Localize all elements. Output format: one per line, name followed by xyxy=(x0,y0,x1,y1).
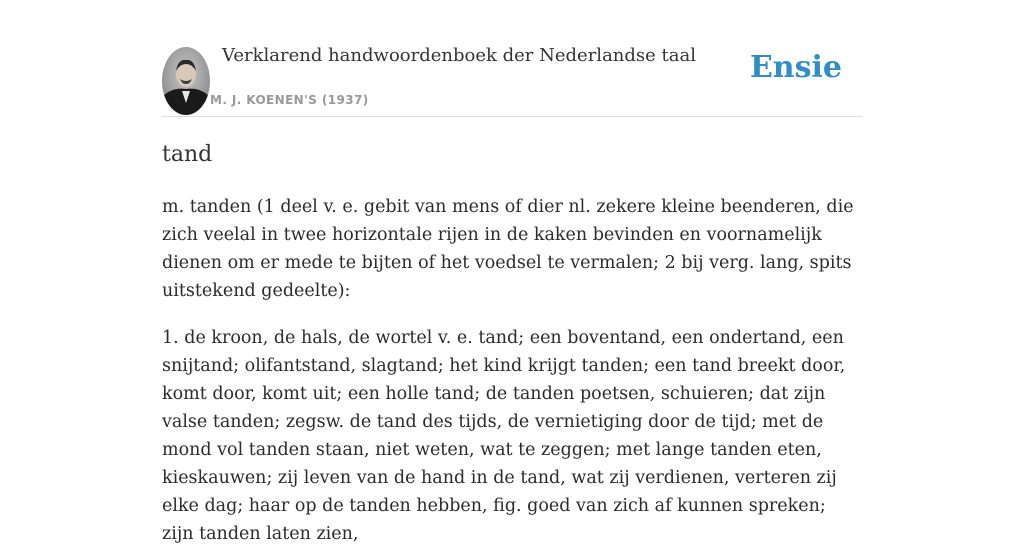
brand-logo-link[interactable]: Ensie xyxy=(749,50,842,85)
dictionary-title: Verklarend handwoordenboek der Nederlandse taal xyxy=(222,45,696,66)
content-column xyxy=(162,0,862,548)
entry-sense-1: 1. de kroon, de hals, de wortel v. e. tand; een boventand, een ondertand, een snijtand; olifantstand, slagtand; het kind krijgt tanden; een tand breekt door, komt door, komt uit; een holle tand; de tanden poetsen, schuieren; dat zijn valse tanden; zegsw. de tand des tijds, de vernietiging door de tijd; met de mond vol tanden staan, niet weten, wat te zeggen; met lange tanden eten, kieskauwen; zij leven van de hand in de tand, wat zij verdienen, verteren zij elke dag; haar op de tanden hebben, fig. goed van zich af kunnen spreken; zijn tanden laten zien, xyxy=(162,328,846,544)
entry-definition: m. tanden (1 deel v. e. gebit van mens of dier nl. zekere kleine beenderen, die zich veelal in twee horizontale rijen in de kaken bevinden en voornamelijk dienen om er mede te bijten of het voedsel te vermalen; 2 bij verg. lang, spits uitstekend gedeelte): xyxy=(162,197,854,301)
dictionary-subtitle: M. J. KOENEN'S (1937) xyxy=(210,93,369,107)
author-portrait xyxy=(162,47,210,115)
dictionary-header xyxy=(162,0,862,117)
entry-headword: tand xyxy=(162,142,213,167)
